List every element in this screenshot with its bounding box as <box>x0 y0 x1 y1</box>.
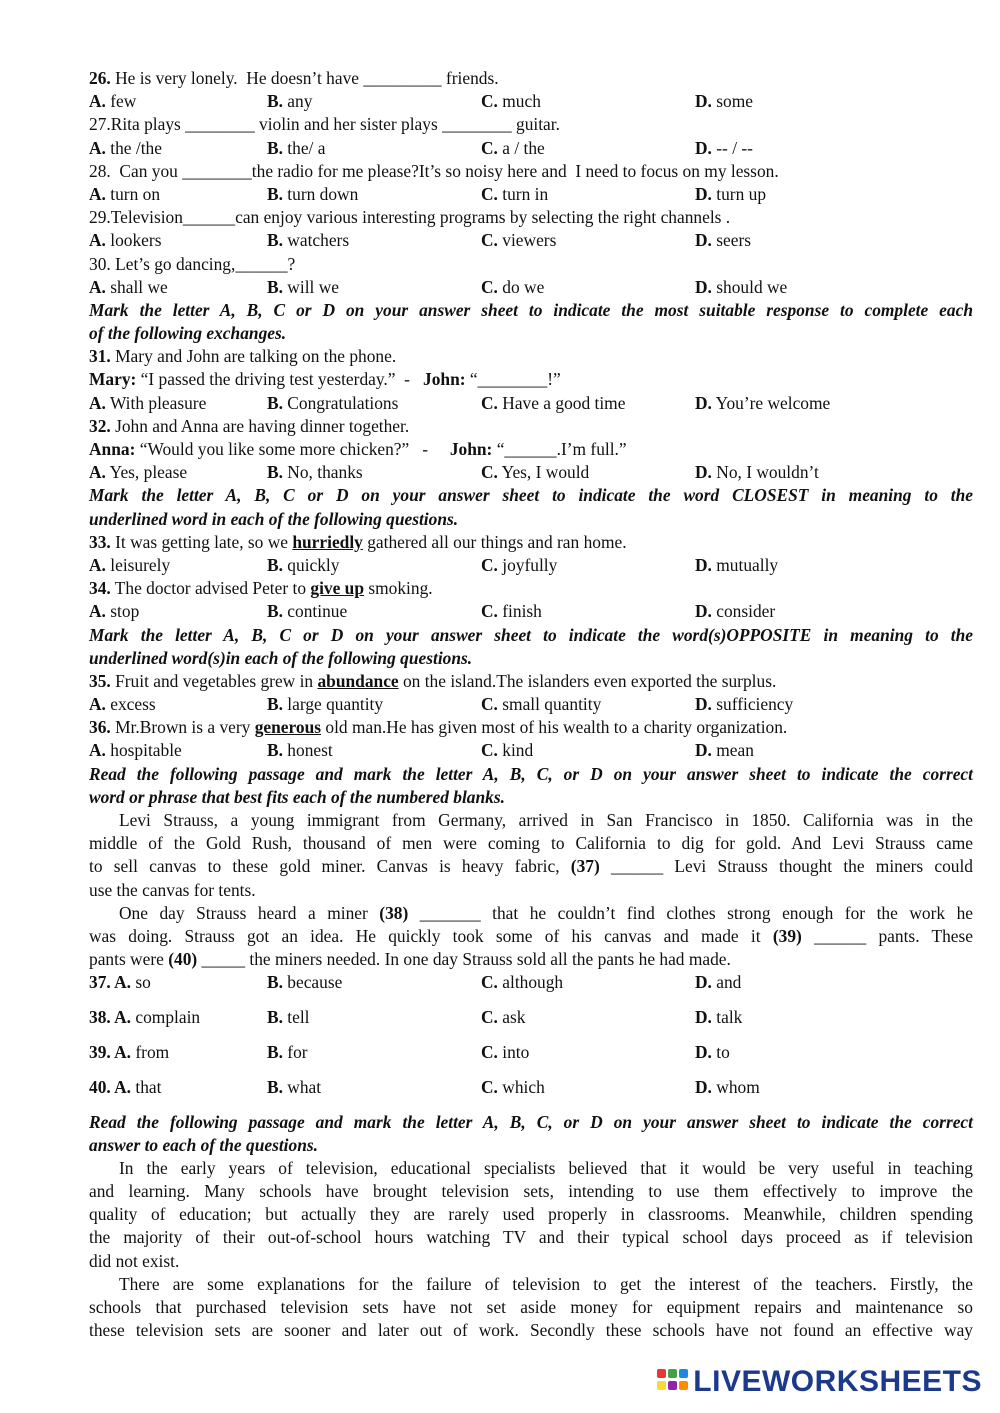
question-28: 28. Can you ________the radio for me please?It’s so noisy here and I need to focus on my lesson. <box>89 160 779 181</box>
option-a[interactable]: A. excess <box>89 694 156 715</box>
option-b[interactable]: B. quickly <box>267 554 340 575</box>
option-a[interactable]: 40. A. that <box>89 1076 162 1097</box>
option-b[interactable]: B. large quantity <box>267 694 384 715</box>
option-b[interactable]: B. watchers <box>267 230 350 251</box>
option-c[interactable]: C. which <box>481 1076 545 1097</box>
blank-37: (37) <box>570 856 600 877</box>
options-30 <box>89 276 973 299</box>
options-38 <box>89 1006 973 1041</box>
option-d[interactable]: D. some <box>695 91 753 112</box>
option-c[interactable]: C. Have a good time <box>481 392 626 413</box>
option-a[interactable]: 39. A. from <box>89 1041 170 1062</box>
option-c[interactable]: C. turn in <box>481 183 549 204</box>
option-b[interactable]: B. continue <box>267 601 348 622</box>
liveworksheets-logo[interactable] <box>657 1365 982 1399</box>
question-32: 32. John and Anna are having dinner together. <box>89 415 410 436</box>
option-d[interactable]: D. You’re welcome <box>695 392 831 413</box>
option-c[interactable]: C. Yes, I would <box>481 462 590 483</box>
options-28 <box>89 183 973 206</box>
option-d[interactable]: D. seers <box>695 230 752 251</box>
option-b[interactable]: B. because <box>267 972 343 993</box>
option-a[interactable]: A. the /the <box>89 137 162 158</box>
question-27: 27.Rita plays ________ violin and her sister plays ________ guitar. <box>89 114 560 135</box>
options-37 <box>89 971 973 1006</box>
option-d[interactable]: D. and <box>695 972 742 993</box>
options-33 <box>89 554 973 577</box>
underlined-word: hurriedly <box>292 531 363 552</box>
option-d[interactable]: D. No, I wouldn’t <box>695 462 819 483</box>
question-number: 26. <box>89 68 111 88</box>
option-a[interactable]: 38. A. complain <box>89 1007 201 1028</box>
underlined-word: give up <box>310 578 365 599</box>
blank-39: (39) <box>772 925 802 946</box>
option-d[interactable]: D. consider <box>695 601 776 622</box>
option-c[interactable]: C. ask <box>481 1007 526 1028</box>
option-c[interactable]: C. viewers <box>481 230 557 251</box>
instruction-closest: Mark the letter A, B, C or D on your answer sheet to indicate the word CLOSEST in meaning to the underlined word in each of the following questions. <box>89 485 973 529</box>
option-a[interactable]: A. lookers <box>89 230 162 251</box>
option-b[interactable]: B. for <box>267 1041 308 1062</box>
option-c[interactable]: C. kind <box>481 740 534 761</box>
option-c[interactable]: C. do we <box>481 276 545 297</box>
instruction-opposite: Mark the letter A, B, C or D on your answer sheet to indicate the word(s)OPPOSITE in meaning to the underlined word(s)in each of the following questions. <box>89 624 973 668</box>
option-b[interactable]: B. the/ a <box>267 137 326 158</box>
option-c[interactable]: C. finish <box>481 601 542 622</box>
option-a[interactable]: A. hospitable <box>89 740 182 761</box>
option-b[interactable]: B. tell <box>267 1007 310 1028</box>
logo-icon <box>657 1369 691 1395</box>
option-c[interactable]: C. into <box>481 1041 530 1062</box>
underlined-word: abundance <box>317 670 399 691</box>
option-a[interactable]: A. few <box>89 91 137 112</box>
question-26 <box>89 67 973 90</box>
blank-38: (38) <box>379 902 409 923</box>
option-c[interactable]: C. joyfully <box>481 554 558 575</box>
question-30 <box>89 253 973 276</box>
option-d[interactable]: D. whom <box>695 1076 760 1097</box>
options-40 <box>89 1076 973 1111</box>
option-d[interactable]: D. talk <box>695 1007 743 1028</box>
question-text: He is very lonely. He doesn’t have _________ friends. <box>110 68 499 88</box>
option-d[interactable]: D. -- / -- <box>695 137 753 158</box>
options-34 <box>89 600 973 623</box>
options-29 <box>89 229 973 252</box>
options-32 <box>89 461 973 484</box>
question-34: 34. The doctor advised Peter to give up smoking. <box>89 578 433 599</box>
option-b[interactable]: B. will we <box>267 276 339 297</box>
question-number: 30. <box>89 253 111 274</box>
options-35 <box>89 693 973 716</box>
option-c[interactable]: C. a / the <box>481 137 545 158</box>
option-c[interactable]: C. although <box>481 972 564 993</box>
option-d[interactable]: D. should we <box>695 276 788 297</box>
option-d[interactable]: D. mutually <box>695 554 779 575</box>
option-c[interactable]: C. small quantity <box>481 694 602 715</box>
question-35: 35. Fruit and vegetables grew in abundance on the island.The islanders even exported the surplus. <box>89 670 777 691</box>
option-a[interactable]: A. turn on <box>89 183 161 204</box>
option-b[interactable]: B. turn down <box>267 183 359 204</box>
option-a[interactable]: 37. A. so <box>89 972 151 993</box>
option-d[interactable]: D. turn up <box>695 183 767 204</box>
passage-television: In the early years of television, educational specialists believed that it would be very useful in teaching and learning. Many schools have brought television sets, intending to use them effectively to improve the quality of education; but actually they are rarely used properly in classrooms. Meanwhile, children spending the majority of their out-of-school hours watching TV and their typical school days proceed as if television did not exist. There are some explanations for the failure of television to get the interest of the teachers. Firstly, the schools that purchased television sets have not set aside money for equipment repairs and maintenance so these television sets are sooner and later out of work. Secondly these schools have not found an effective way <box>89 1157 973 1341</box>
question-29: 29.Television______can enjoy various interesting programs by selecting the right channels . <box>89 207 731 228</box>
option-a[interactable]: A. shall we <box>89 276 168 297</box>
option-b[interactable]: B. any <box>267 91 313 112</box>
worksheet <box>89 67 973 1342</box>
option-d[interactable]: D. sufficiency <box>695 694 794 715</box>
dialogue-32: Anna: “Would you like some more chicken?” - John: “______.I’m full.” <box>89 439 627 459</box>
question-36: 36. Mr.Brown is a very generous old man.He has given most of his wealth to a charity organization. <box>89 717 788 738</box>
option-b[interactable]: B. what <box>267 1076 322 1097</box>
option-b[interactable]: B. Congratulations <box>267 392 399 413</box>
option-a[interactable]: A. stop <box>89 601 140 622</box>
option-d[interactable]: D. to <box>695 1041 730 1062</box>
option-a[interactable]: A. With pleasure <box>89 392 207 413</box>
question-text: Let’s go dancing,______? <box>110 253 296 274</box>
instruction-cloze: Read the following passage and mark the letter A, B, C, or D on your answer sheet to indicate the correct word or phrase that best fits each of the numbered blanks. <box>89 763 973 807</box>
options-27 <box>89 137 973 160</box>
dialogue-31: Mary: “I passed the driving test yesterday.” - John: “________!” <box>89 369 561 390</box>
options-36 <box>89 739 973 762</box>
instruction-exchanges: Mark the letter A, B, C or D on your answer sheet to indicate the most suitable response to complete each of the following exchanges. <box>89 299 973 344</box>
logo-text: LIVEWORKSHEETS <box>693 1365 982 1398</box>
underlined-word: generous <box>254 717 322 738</box>
option-d[interactable]: D. mean <box>695 740 754 761</box>
passage-levi-strauss: Levi Strauss, a young immigrant from Germany, arrived in San Francisco in 1850. California was in the middle of the Gold Rush, thousand of men were coming to California to dig for gold. And Levi Strauss came to sell canvas to these gold miner. Canvas is heavy fabric, (37) ______ Levi Strauss thought the miners could use the canvas for tents. One day Strauss heard a miner (38) _______ that he couldn’t find clothes strong enough for the work he was doing. Strauss got an idea. He quickly took some of his canvas and made it (39) ______ pants. These pants were (40) _____ the miners needed. In one day Strauss sold all the pants he had made. <box>89 810 974 970</box>
option-a[interactable]: A. leisurely <box>89 554 171 575</box>
question-33: 33. It was getting late, so we hurriedly gathered all our things and ran home. <box>89 531 627 552</box>
option-b[interactable]: B. honest <box>267 740 333 761</box>
option-b[interactable]: B. No, thanks <box>267 462 363 483</box>
blank-40: (40) <box>168 949 198 970</box>
options-26 <box>89 90 973 113</box>
options-31 <box>89 392 973 415</box>
instruction-reading: Read the following passage and mark the letter A, B, C, or D on your answer sheet to indicate the correct answer to each of the questions. <box>89 1111 973 1155</box>
options-39 <box>89 1041 973 1076</box>
question-31: 31. Mary and John are talking on the phone. <box>89 346 397 367</box>
option-c[interactable]: C. much <box>481 91 541 112</box>
option-a[interactable]: A. Yes, please <box>89 462 188 483</box>
